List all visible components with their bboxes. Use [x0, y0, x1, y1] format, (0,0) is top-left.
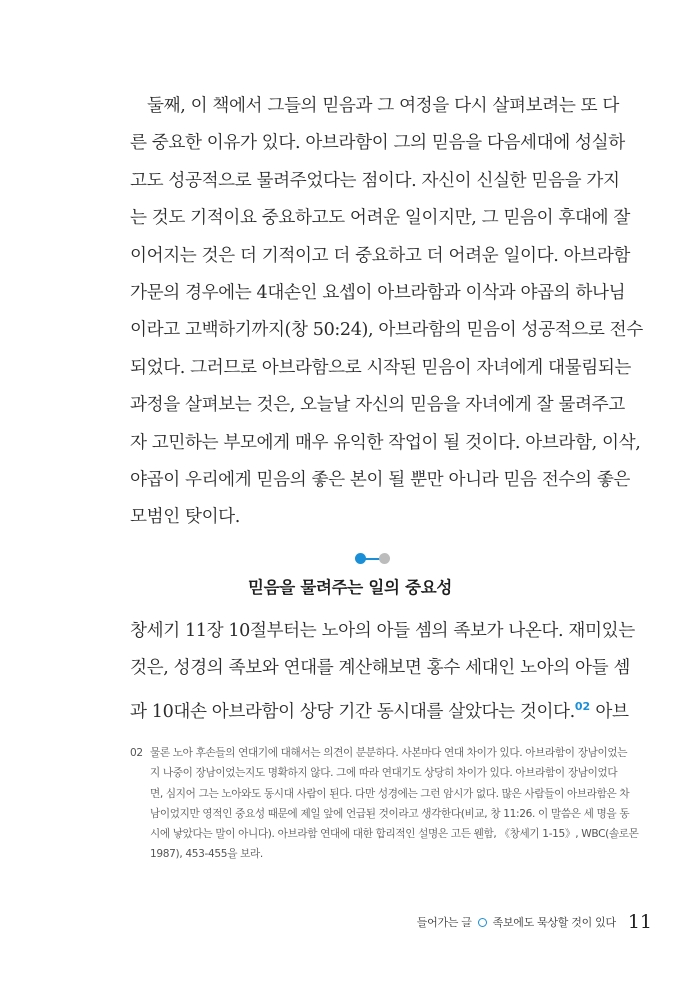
paragraph-1 [130, 88, 643, 537]
paragraph-2 [130, 613, 635, 731]
footnote-line: 지 나중이 장남이었는지도 명확하지 않다. 그에 따라 연대기도 상당히 차이가 있다. 아브라함이 장남이었다 [150, 767, 618, 780]
circle-bullet-icon [478, 918, 487, 927]
paragraph-line: 가문의 경우에는 4대손인 요셉이 아브라함과 이삭과 야곱의 하나님 [130, 283, 626, 304]
paragraph-line: 이어지는 것은 더 기적이고 더 중요하고 더 어려운 일이다. 아브라함 [130, 245, 631, 266]
paragraph-line: 고도 성공적으로 물려주었다는 점이다. 자신이 신실한 믿음을 가지 [130, 170, 620, 191]
running-footer [417, 910, 652, 934]
ornament-dash [365, 558, 380, 560]
paragraph-line: 모범인 탓이다. [130, 507, 240, 528]
footnote-line: 남이었지만 영적인 중요성 때문에 제일 앞에 언급된 것이라고 생각한다(비교, 창 11:26. 이 말씀은 세 명을 동 [150, 807, 630, 820]
page-number: 11 [627, 911, 652, 933]
footnote [130, 743, 639, 865]
footnote-line: 물론 노아 후손들의 연대기에 대해서는 의견이 분분하다. 사본마다 연대 차이가 있다. 아브라함이 장남이었는 [150, 747, 628, 759]
paragraph-line: 둘째, 이 책에서 그들의 믿음과 그 여정을 다시 살펴보려는 또 다 [147, 96, 620, 116]
section-ornament-icon [355, 553, 395, 565]
ornament-dot-gray [379, 553, 390, 564]
footnote-line: 면, 심지어 그는 노아와도 동시대 사람이 된다. 다만 성경에는 그런 암시가 없다. 많은 사람들이 아브라함은 차 [150, 787, 630, 800]
paragraph-line: 되었다. 그러므로 아브라함으로 시작된 믿음이 자녀에게 대물림되는 [130, 357, 632, 378]
paragraph-line: 창세기 11장 10절부터는 노아의 아들 셈의 족보가 나온다. 재미있는 [130, 621, 635, 641]
section-heading: 믿음을 물려주는 일의 중요성 [247, 578, 452, 597]
paragraph-line: 자 고민하는 부모에게 매우 유익한 작업이 될 것이다. 아브라함, 이삭, [130, 432, 641, 453]
footnote-body [150, 743, 639, 865]
paragraph-line: 이라고 고백하기까지(창 50:24), 아브라함의 믿음이 성공적으로 전수 [130, 320, 643, 341]
paragraph-line: 는 것도 기적이요 중요하고도 어려운 일이지만, 그 믿음이 후대에 잘 [130, 208, 631, 229]
footer-part-title: 들어가는 글 [416, 916, 472, 929]
paragraph-line: 른 중요한 이유가 있다. 아브라함이 그의 믿음을 다음세대에 성실하 [130, 133, 625, 154]
footnote-number: 02 [130, 747, 143, 759]
paragraph-line: 것은, 성경의 족보와 연대를 계산해보면 홍수 세대인 노아의 아들 셈 [130, 658, 631, 679]
paragraph-line-tail: 아브 [590, 701, 629, 722]
paragraph-line: 과정을 살펴보는 것은, 오늘날 자신의 믿음을 자녀에게 잘 물려주고 [130, 395, 625, 416]
paragraph-line-with-footnote [130, 688, 629, 731]
paragraph-line-text: 과 10대손 아브라함이 상당 기간 동시대를 살았다는 것이다. [130, 701, 575, 722]
footnote-reference[interactable]: 02 [574, 699, 591, 713]
footnote-line: 시에 낳았다는 말이 아니다). 아브라함 연대에 대한 합리적인 설명은 고든 웬함, 《창세기 1-15》, WBC(솔로몬 [150, 828, 639, 841]
footer-chapter-title: 족보에도 묵상할 것이 있다 [492, 916, 616, 929]
footnote-line: 1987), 453-455을 보라. [150, 848, 263, 861]
paragraph-line: 야곱이 우리에게 믿음의 좋은 본이 될 뿐만 아니라 믿음 전수의 좋은 [130, 470, 631, 491]
